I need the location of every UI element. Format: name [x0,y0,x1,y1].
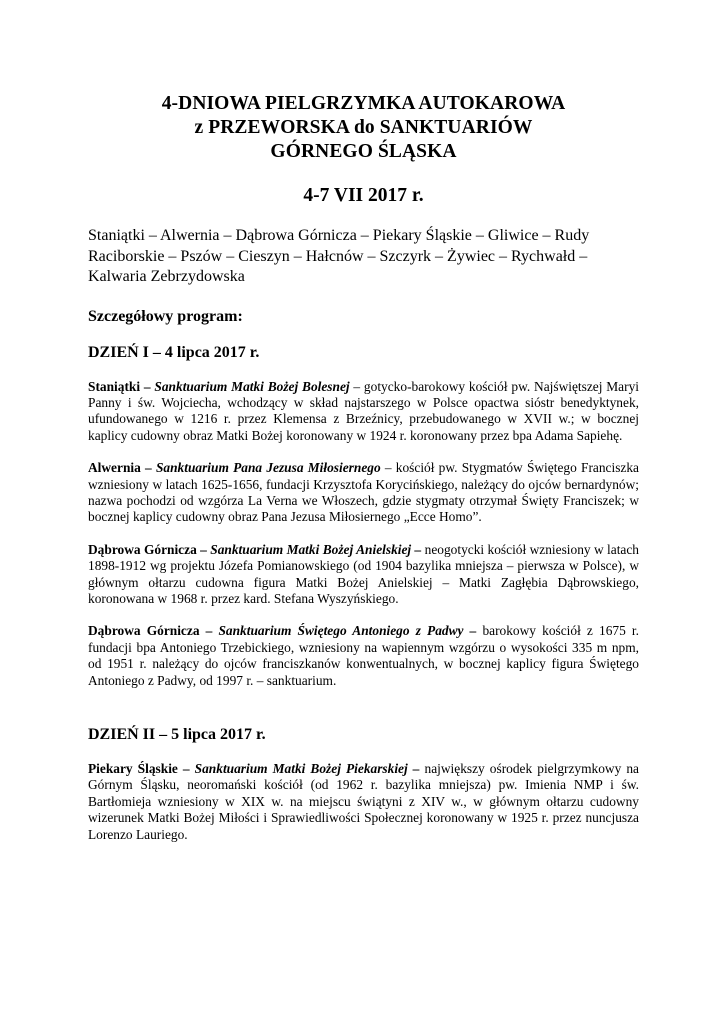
program-heading: Szczegółowy program: [88,307,243,325]
entry-description: neogotycki kościół wzniesiony w latach 1898-1912 wg projektu Józefa Pomianowskiego (od 1904 bazylika mniejsza – pierwsza w Polsce), w głównym ołtarzu cudowna figura Matki Bożej Anielskiej – Matki Zagłębia Dąbrowskiego, koronowana w 1968 r. przez kard. Stefana Wyszyńskiego. [88,541,640,606]
entry-place: Dąbrowa Górnicza – [88,541,211,557]
entry-sanctuary: Sanktuarium Świętego Antoniego z Padwy – [218,623,477,639]
program-entry [88,379,639,445]
program-entry [88,460,639,526]
entry-description: największy ośrodek pielgrzymkowy na Górnym Śląsku, neoromański kościół (od 1962 r. bazylika mniejsza) pw. Imienia NMP i św. Bartłomieja wzniesiony w XIX w. na miejscu świątyni z XIV w., w głównym ołtarzu cudowny wizerunek Matki Bożej Miłości i Sprawiedliwości Społecznej koronowany w 1925 r. przez nuncjusza Lorenzo Lauriego. [88,761,639,842]
day-heading: DZIEŃ II – 5 lipca 2017 r. [88,726,266,743]
entry-sanctuary: Sanktuarium Matki Bożej Piekarskiej – [194,761,420,776]
entry-place: Alwernia – [88,460,156,476]
entry-description: barokowy kościół z 1675 r. fundacji bpa Antoniego Trzebickiego, wzniesiony na wapiennym wzgórzu o wysokości 335 m npm, od 1951 r. należący do ojców franciszkanów konwentualnych, w bocznej kaplicy figura Świętego Antoniego z Padwy, od 1997 r. – sanktuarium. [88,623,639,688]
program-entry [88,623,639,689]
entry-place: Piekary Śląskie – [88,761,195,776]
entry-sanctuary: Sanktuarium Matki Bożej Anielskiej – [210,541,422,557]
entry-description: – kościół pw. Stygmatów Świętego Franciszka wzniesiony w latach 1625-1656, fundacji Krzysztofa Korycińskiego, należący do ojców bernardynów; nazwa pochodzi od wzgórza La Verna we Włoszech, gdzie stygmaty otrzymał Święty Franciszek; w bocznej kaplicy cudowny obraz Pana Jezusa Miłosiernego „Ecce Homo”. [88,460,639,525]
entry-description: – gotycko-barokowy kościół pw. Najświętszej Maryi Panny i św. Wojciecha, wchodzący w skład najstarszego w Polsce opactwa sióstr benedyktynek, ufundowanego w 1216 r. przez Klemensa z Brzeźnicy, przebudowanego w XVII w.; w bocznej kaplicy cudowny obraz Matki Bożej koronowany w 1924 r. koronowany przez bpa Adama Sapiehę. [88,378,639,443]
entry-place: Dąbrowa Górnicza – [88,623,219,639]
program-entry [88,542,639,608]
entry-sanctuary: Sanktuarium Matki Bożej Bolesnej [154,378,350,394]
document-title [88,0,639,164]
entry-place: Staniątki – [88,378,155,394]
title-line-3: GÓRNEGO ŚLĄSKA [270,141,457,162]
program-entry [88,761,639,843]
route-list: Staniątki – Alwernia – Dąbrowa Górnicza – Piekary Śląskie – Gliwice – Rudy Raciborskie – Pszów – Cieszyn – Hałcnów – Szczyrk – Żywiec – Rychwałd – Kalwaria Zebrzydowska [88,227,590,285]
title-line-2: z PRZEWORSKA do SANKTUARIÓW [194,117,533,138]
title-line-1: 4-DNIOWA PIELGRZYMKA AUTOKAROWA [161,93,566,114]
entry-sanctuary: Sanktuarium Pana Jezusa Miłosiernego [155,460,381,476]
day-heading: DZIEŃ I – 4 lipca 2017 r. [88,343,260,361]
trip-dates: 4-7 VII 2017 r. [303,185,424,206]
